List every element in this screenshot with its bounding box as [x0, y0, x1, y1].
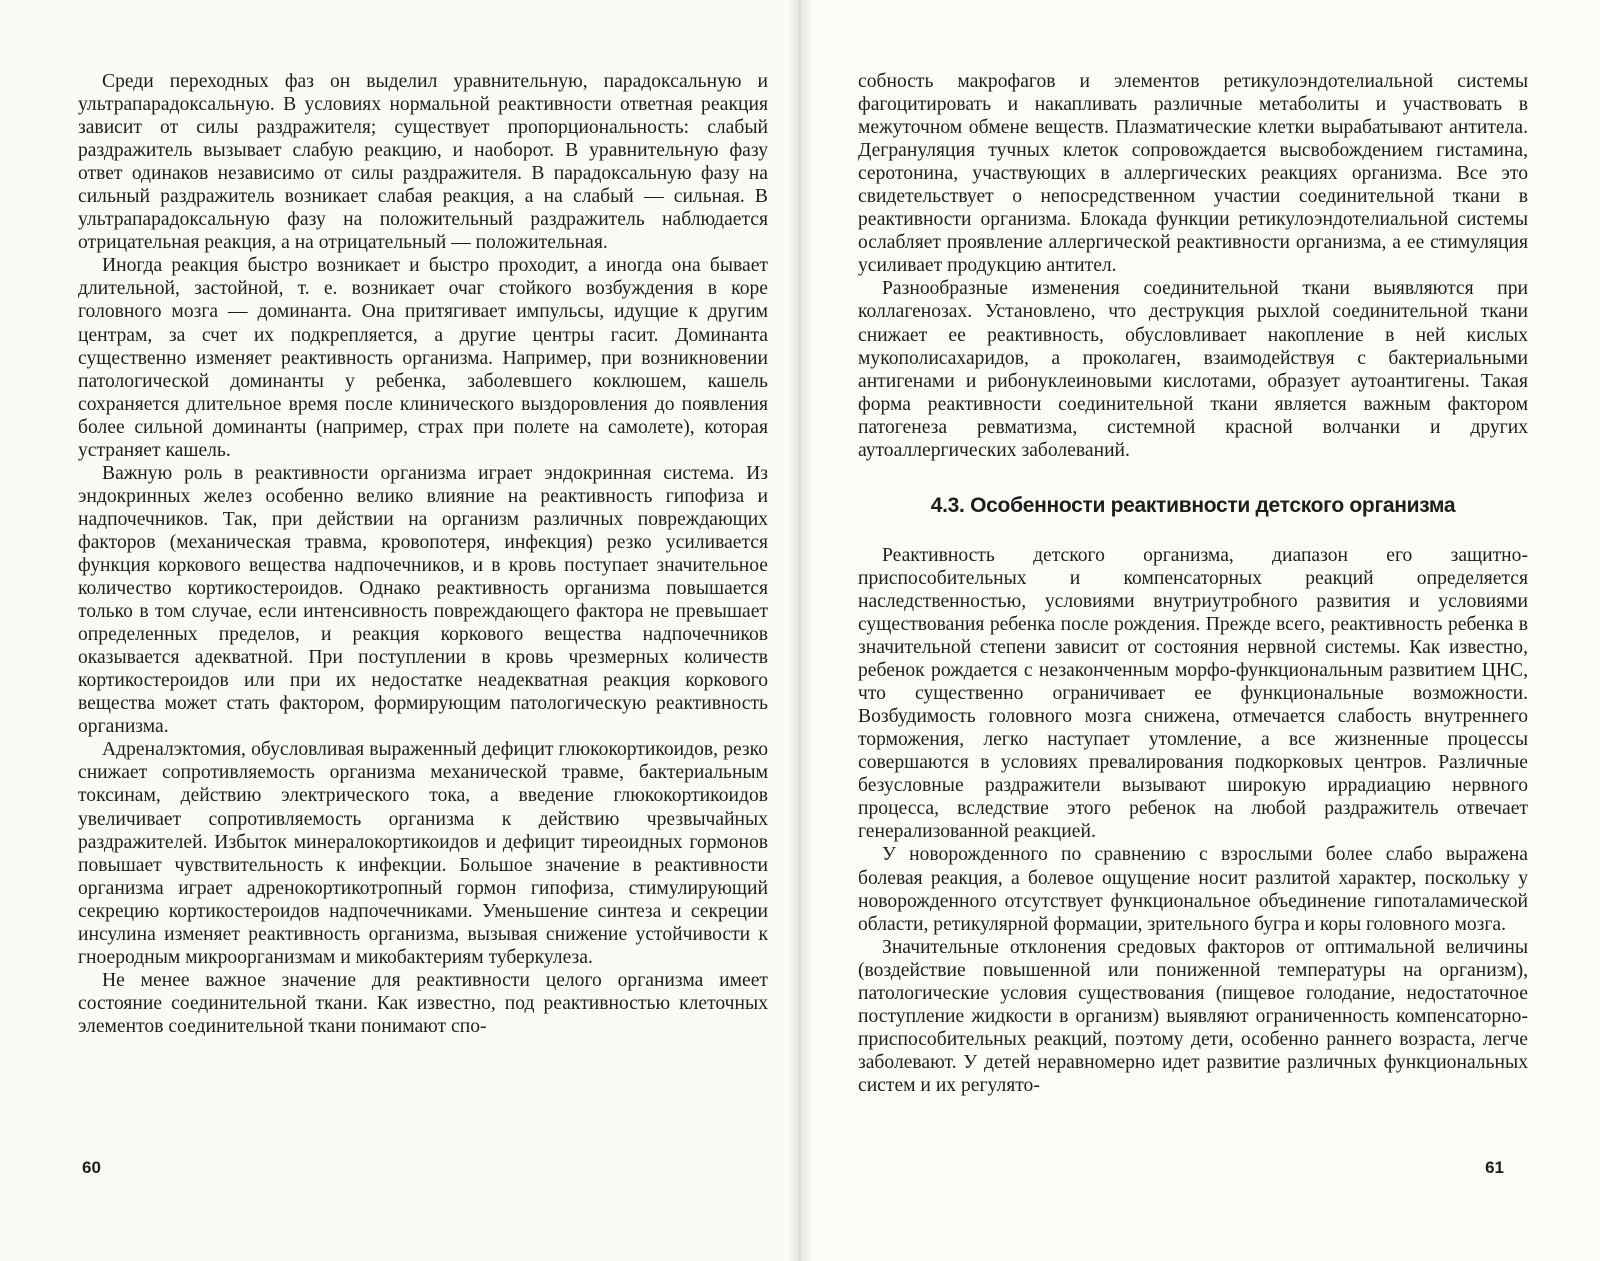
right-page: [800, 0, 1600, 1261]
paragraph: У новорожденного по сравнению с взрослыми более слабо выражена болевая реакция, а болевое ощущение носит разлитой характер, поскольку у новорожденного отсутствует функциональное объединение гипоталамической области, ретикулярной формации, зрительного бугра и коры головного мозга.: [858, 844, 1528, 935]
paragraph: Разнообразные изменения соединительной ткани выявляются при коллагенозах. Установлено, что деструкция рыхлой соединительной ткани снижает ее реактивность, обусловливает накопление в ней кислых мукополисахаридов, а проколаген, взаимодействуя с бактериальными антигенами и рибонуклеиновыми кислотами, образует аутоантигены. Такая форма реактивности соединительной ткани является важным фактором патогенеза ревматизма, системной красной волчанки и других аутоаллергических заболеваний.: [858, 278, 1528, 461]
paragraph: Важную роль в реактивности организма играет эндокринная система. Из эндокринных желез особенно велико влияние на реактивность гипофиза и надпочечников. Так, при действии на организм различных повреждающих факторов (механическая травма, кровопотеря, инфекция) резко усиливается функция коркового вещества надпочечников, и в кровь поступает значительное количество кортикостероидов. Однако реактивность организма повышается только в том случае, если интенсивность повреждающего фактора не превышает определенных пределов, и реакция коркового вещества надпочечников оказывается адекватной. При поступлении в кровь чрезмерных количеств кортикостероидов или при их недостатке неадекватная реакция коркового вещества может стать фактором, формирующим патологическую реактивность организма.: [78, 462, 768, 738]
page-number-right: 61: [1485, 1158, 1504, 1177]
right-page-text: [858, 70, 1528, 1097]
paragraph: собность макрофагов и элементов ретикулоэндотелиальной системы фагоцитировать и накапливать различные метаболиты и участвовать в межуточном обмене веществ. Плазматические клетки вырабатывают антитела. Дегрануляция тучных клеток сопровождается высвобождением гистамина, серотонина, участвующих в аллергических реакциях организма. Все это свидетельствует о непосредственном участии соединительной ткани в реактивности организма. Блокада функции ретикулоэндотелиальной системы ослабляет проявление аллергической реактивности организма, а ее стимуляция усиливает продукцию антител.: [858, 71, 1528, 277]
paragraph: Значительные отклонения средовых факторов от оптимальной величины (воздействие повышенной или пониженной температуры на организм), патологические условия существования (пищевое голодание, недостаточное поступление жидкости в организм) выявляют ограниченность компенсаторно-приспособительных реакций, поэтому дети, особенно раннего возраста, легче заболевают. У детей неравномерно идет развитие различных функциональных систем и их регулято-: [858, 936, 1528, 1096]
paragraph: Реактивность детского организма, диапазон его защитно-приспособительных и компенсаторных реакций определяется наследственностью, условиями внутриутробного развития и условиями существования ребенка после рождения. Прежде всего, реактивность ребенка в значительной степени зависит от состояния нервной системы. Как известно, ребенок рождается с незаконченным морфо-функциональным развитием ЦНС, что существенно ограничивает ее функциональные возможности. Возбудимость головного мозга снижена, отмечается слабость внутреннего торможения, легко наступает утомление, а все жизненные процессы совершаются в условиях превалирования подкорковых центров. Различные безусловные раздражители вызывают широкую иррадиацию нервного процесса, вследствие этого ребенок на любой раздражитель отвечает генерализованной реакцией.: [858, 544, 1528, 843]
paragraph: Адреналэктомия, обусловливая выраженный дефицит глюкокортикоидов, резко снижает сопротивляемость организма механической травме, бактериальным токсинам, действию электрического тока, а введение глюкокортикоидов увеличивает сопротивляемость организма к действию чрезвычайных раздражителей. Избыток минералокортикоидов и дефицит тиреоидных гормонов повышает чувствительность к инфекции. Большое значение в реактивности организма играет адренокортикотропный гормон гипофиза, стимулирующий секрецию кортикостероидов надпочечниками. Уменьшение синтеза и секреции инсулина изменяет реактивность организма, вызывая снижение устойчивости к гноеродным микроорганизмам и микобактериям туберкулеза.: [78, 739, 768, 968]
paragraph: Среди переходных фаз он выделил уравнительную, парадоксальную и ультрапарадоксальную. В условиях нормальной реактивности ответная реакция зависит от силы раздражителя; существует пропорциональность: слабый раздражитель вызывает слабую реакцию, и наоборот. В уравнительную фазу ответ одинаков независимо от силы раздражителя. В парадоксальную фазу на сильный раздражитель возникает слабая реакция, а на слабый — сильная. В ультрапарадоксальную фазу на положительный раздражитель наблюдается отрицательная реакция, а на отрицательный — положительная.: [78, 71, 768, 254]
book-gutter: [788, 0, 812, 1261]
paragraph: Не менее важное значение для реактивности целого организма имеет состояние соединительной ткани. Как известно, под реактивностью клеточных элементов соединительной ткани понимают спо-: [78, 969, 768, 1037]
section-heading: 4.3. Особенности реактивности детского организма: [930, 493, 1456, 517]
paragraph: Иногда реакция быстро возникает и быстро проходит, а иногда она бывает длительной, застойной, т. е. возникает очаг стойкого возбуждения в коре головного мозга — доминанта. Она притягивает импульсы, идущие к другим центрам, за счет их подкрепляется, а другие центры гасит. Доминанта существенно изменяет реактивность организма. Например, при возникновении патологической доминанты у ребенка, заболевшего коклюшем, кашель сохраняется длительное время после клинического выздоровления до появления более сильной доминанты (например, страх при полете на самолете), которая устраняет кашель.: [78, 255, 768, 461]
left-page-text: [78, 70, 768, 1038]
page-number-left: 60: [82, 1158, 101, 1177]
